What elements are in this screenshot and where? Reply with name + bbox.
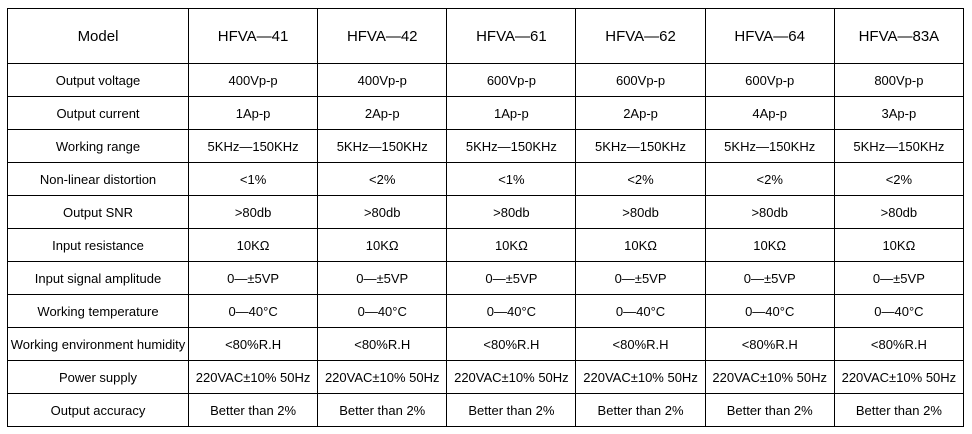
column-header-hfva-64: HFVA—64 (705, 9, 834, 64)
cell: 10KΩ (576, 229, 705, 262)
cell: 10KΩ (447, 229, 576, 262)
table-row-input-signal-amplitude (8, 262, 964, 295)
cell: >80db (834, 196, 963, 229)
row-label: Working environment humidity (8, 328, 189, 361)
row-label: Output accuracy (8, 394, 189, 427)
table-row-working-range (8, 130, 964, 163)
cell: 800Vp-p (834, 64, 963, 97)
cell: 220VAC±10% 50Hz (576, 361, 705, 394)
cell: 600Vp-p (447, 64, 576, 97)
column-header-hfva-41: HFVA—41 (189, 9, 318, 64)
cell: Better than 2% (447, 394, 576, 427)
table-row-output-accuracy (8, 394, 964, 427)
cell: 600Vp-p (576, 64, 705, 97)
cell: 10KΩ (834, 229, 963, 262)
header-row (8, 9, 964, 64)
cell: Better than 2% (318, 394, 447, 427)
column-header-hfva-62: HFVA—62 (576, 9, 705, 64)
cell: <2% (834, 163, 963, 196)
cell: <80%R.H (447, 328, 576, 361)
cell: <80%R.H (189, 328, 318, 361)
cell: <2% (318, 163, 447, 196)
cell: 220VAC±10% 50Hz (318, 361, 447, 394)
column-header-hfva-83a: HFVA—83A (834, 9, 963, 64)
cell: 0—40°C (318, 295, 447, 328)
cell: <2% (576, 163, 705, 196)
cell: >80db (318, 196, 447, 229)
cell: 400Vp-p (318, 64, 447, 97)
cell: 0—40°C (447, 295, 576, 328)
cell: Better than 2% (834, 394, 963, 427)
table-row-non-linear-distortion (8, 163, 964, 196)
cell: 10KΩ (189, 229, 318, 262)
table-row-input-resistance (8, 229, 964, 262)
cell: <80%R.H (576, 328, 705, 361)
cell: 1Ap-p (447, 97, 576, 130)
cell: 5KHz—150KHz (318, 130, 447, 163)
cell: <1% (447, 163, 576, 196)
cell: Better than 2% (189, 394, 318, 427)
cell: 5KHz—150KHz (576, 130, 705, 163)
cell: 0—40°C (834, 295, 963, 328)
cell: 2Ap-p (576, 97, 705, 130)
table-row-working-environment-humidity (8, 328, 964, 361)
cell: 0—±5VP (705, 262, 834, 295)
table-row-output-current (8, 97, 964, 130)
cell: >80db (447, 196, 576, 229)
cell: 220VAC±10% 50Hz (705, 361, 834, 394)
cell: Better than 2% (576, 394, 705, 427)
cell: 0—±5VP (318, 262, 447, 295)
table-row-power-supply (8, 361, 964, 394)
cell: 5KHz—150KHz (189, 130, 318, 163)
cell: 0—±5VP (447, 262, 576, 295)
cell: 220VAC±10% 50Hz (834, 361, 963, 394)
model-header-cell: Model (8, 9, 189, 64)
cell: Better than 2% (705, 394, 834, 427)
cell: 600Vp-p (705, 64, 834, 97)
cell: >80db (576, 196, 705, 229)
row-label: Power supply (8, 361, 189, 394)
row-label: Output current (8, 97, 189, 130)
row-label: Non-linear distortion (8, 163, 189, 196)
cell: 220VAC±10% 50Hz (189, 361, 318, 394)
cell: >80db (705, 196, 834, 229)
cell: 5KHz—150KHz (834, 130, 963, 163)
row-label: Working temperature (8, 295, 189, 328)
cell: 3Ap-p (834, 97, 963, 130)
row-label: Working range (8, 130, 189, 163)
cell: <80%R.H (318, 328, 447, 361)
table-row-output-snr (8, 196, 964, 229)
cell: 220VAC±10% 50Hz (447, 361, 576, 394)
table-row-output-voltage (8, 64, 964, 97)
cell: 1Ap-p (189, 97, 318, 130)
cell: 0—40°C (705, 295, 834, 328)
cell: 0—±5VP (834, 262, 963, 295)
row-label: Input signal amplitude (8, 262, 189, 295)
cell: <80%R.H (705, 328, 834, 361)
cell: <2% (705, 163, 834, 196)
cell: 0—40°C (576, 295, 705, 328)
cell: 400Vp-p (189, 64, 318, 97)
row-label: Output voltage (8, 64, 189, 97)
column-header-hfva-42: HFVA—42 (318, 9, 447, 64)
row-label: Input resistance (8, 229, 189, 262)
cell: >80db (189, 196, 318, 229)
cell: <1% (189, 163, 318, 196)
cell: 10KΩ (705, 229, 834, 262)
cell: 5KHz—150KHz (447, 130, 576, 163)
cell: 10KΩ (318, 229, 447, 262)
column-header-hfva-61: HFVA—61 (447, 9, 576, 64)
cell: 4Ap-p (705, 97, 834, 130)
table-row-working-temperature (8, 295, 964, 328)
cell: 5KHz—150KHz (705, 130, 834, 163)
model-spec-table (7, 8, 964, 427)
cell: 2Ap-p (318, 97, 447, 130)
row-label: Output SNR (8, 196, 189, 229)
cell: 0—40°C (189, 295, 318, 328)
cell: 0—±5VP (576, 262, 705, 295)
cell: 0—±5VP (189, 262, 318, 295)
cell: <80%R.H (834, 328, 963, 361)
